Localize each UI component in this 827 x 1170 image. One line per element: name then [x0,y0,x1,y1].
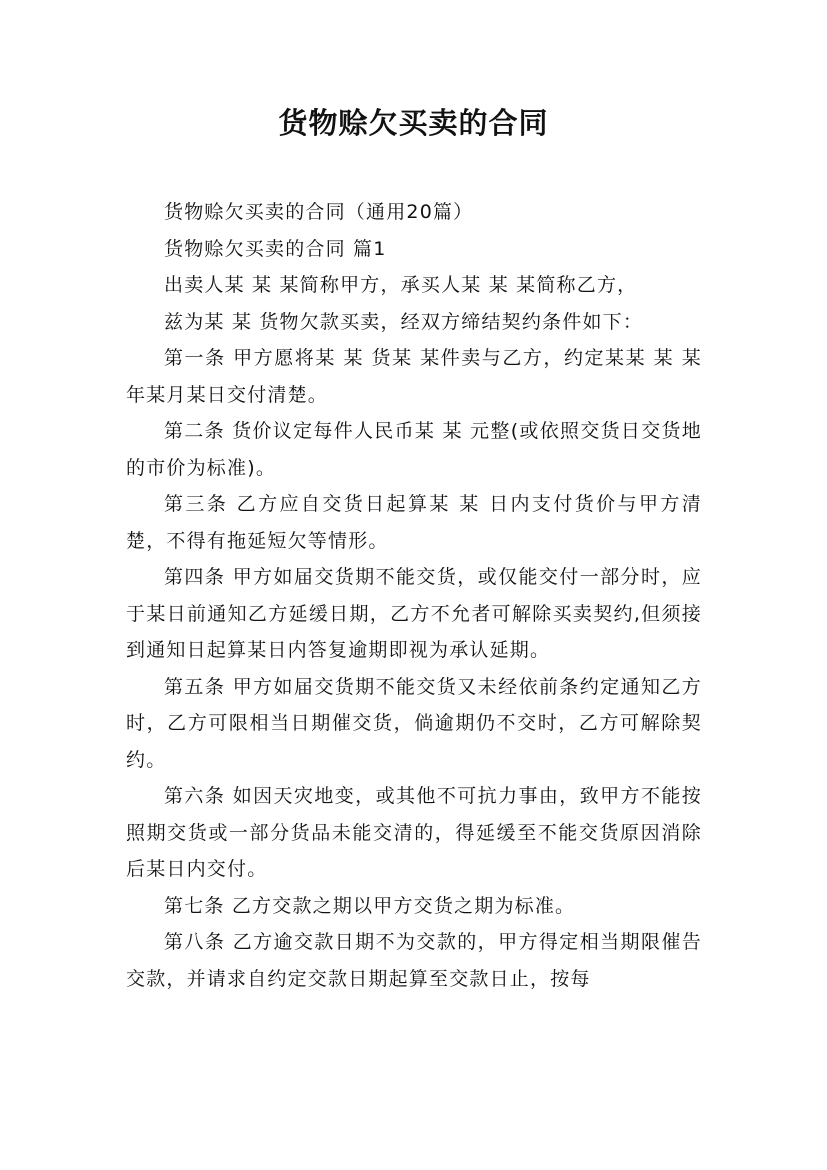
paragraph-heading: 货物赊欠买卖的合同（通用20篇） [164,201,474,223]
paragraph-preamble: 兹为某 某 货物欠款买卖，经双方缔结契约条件如下： [164,310,644,333]
paragraph-article-6: 第六条 如因天灾地变，或其他不可抗力事由，致甲方不能按照期交货或一部分货品未能交清的，得延缓至不能交货原因消除后某日内交付。 [126,785,702,880]
paragraph-article-4: 第四条 甲方如届交货期不能交货，或仅能交付一部分时，应于某日前通知乙方延缓日期，乙方不允者可解除买卖契约,但须接到通知日起算某日内答复逾期即视为承认延期。 [126,566,702,661]
paragraph-article-8: 第八条 乙方逾交款日期不为交款的，甲方得定相当期限催告交款，并请求自约定交款日期起算至交款日止，按每 [126,931,702,990]
paragraph-article-7: 第七条 乙方交款之期以甲方交货之期为标准。 [164,894,576,917]
paragraph-subheading: 货物赊欠买卖的合同 篇1 [164,237,387,260]
document-title: 货物赊欠买卖的合同 [278,106,549,140]
document-body [126,194,702,997]
paragraph-article-2: 第二条 货价议定每件人民币某 某 元整(或依照交货日交货地的市价为标准)。 [126,420,702,479]
paragraph-parties: 出卖人某 某 某简称甲方，承买人某 某 某简称乙方， [164,274,638,296]
paragraph-article-5: 第五条 甲方如届交货期不能交货又未经依前条约定通知乙方时，乙方可限相当日期催交货，倘逾期仍不交时，乙方可解除契约。 [126,675,702,771]
paragraph-article-1: 第一条 甲方愿将某 某 货某 某件卖与乙方，约定某某 某 某年某月某日交付清楚。 [126,347,702,406]
paragraph-article-3: 第三条 乙方应自交货日起算某 某 日内支付货价与甲方清楚，不得有拖延短欠等情形。 [126,493,702,552]
